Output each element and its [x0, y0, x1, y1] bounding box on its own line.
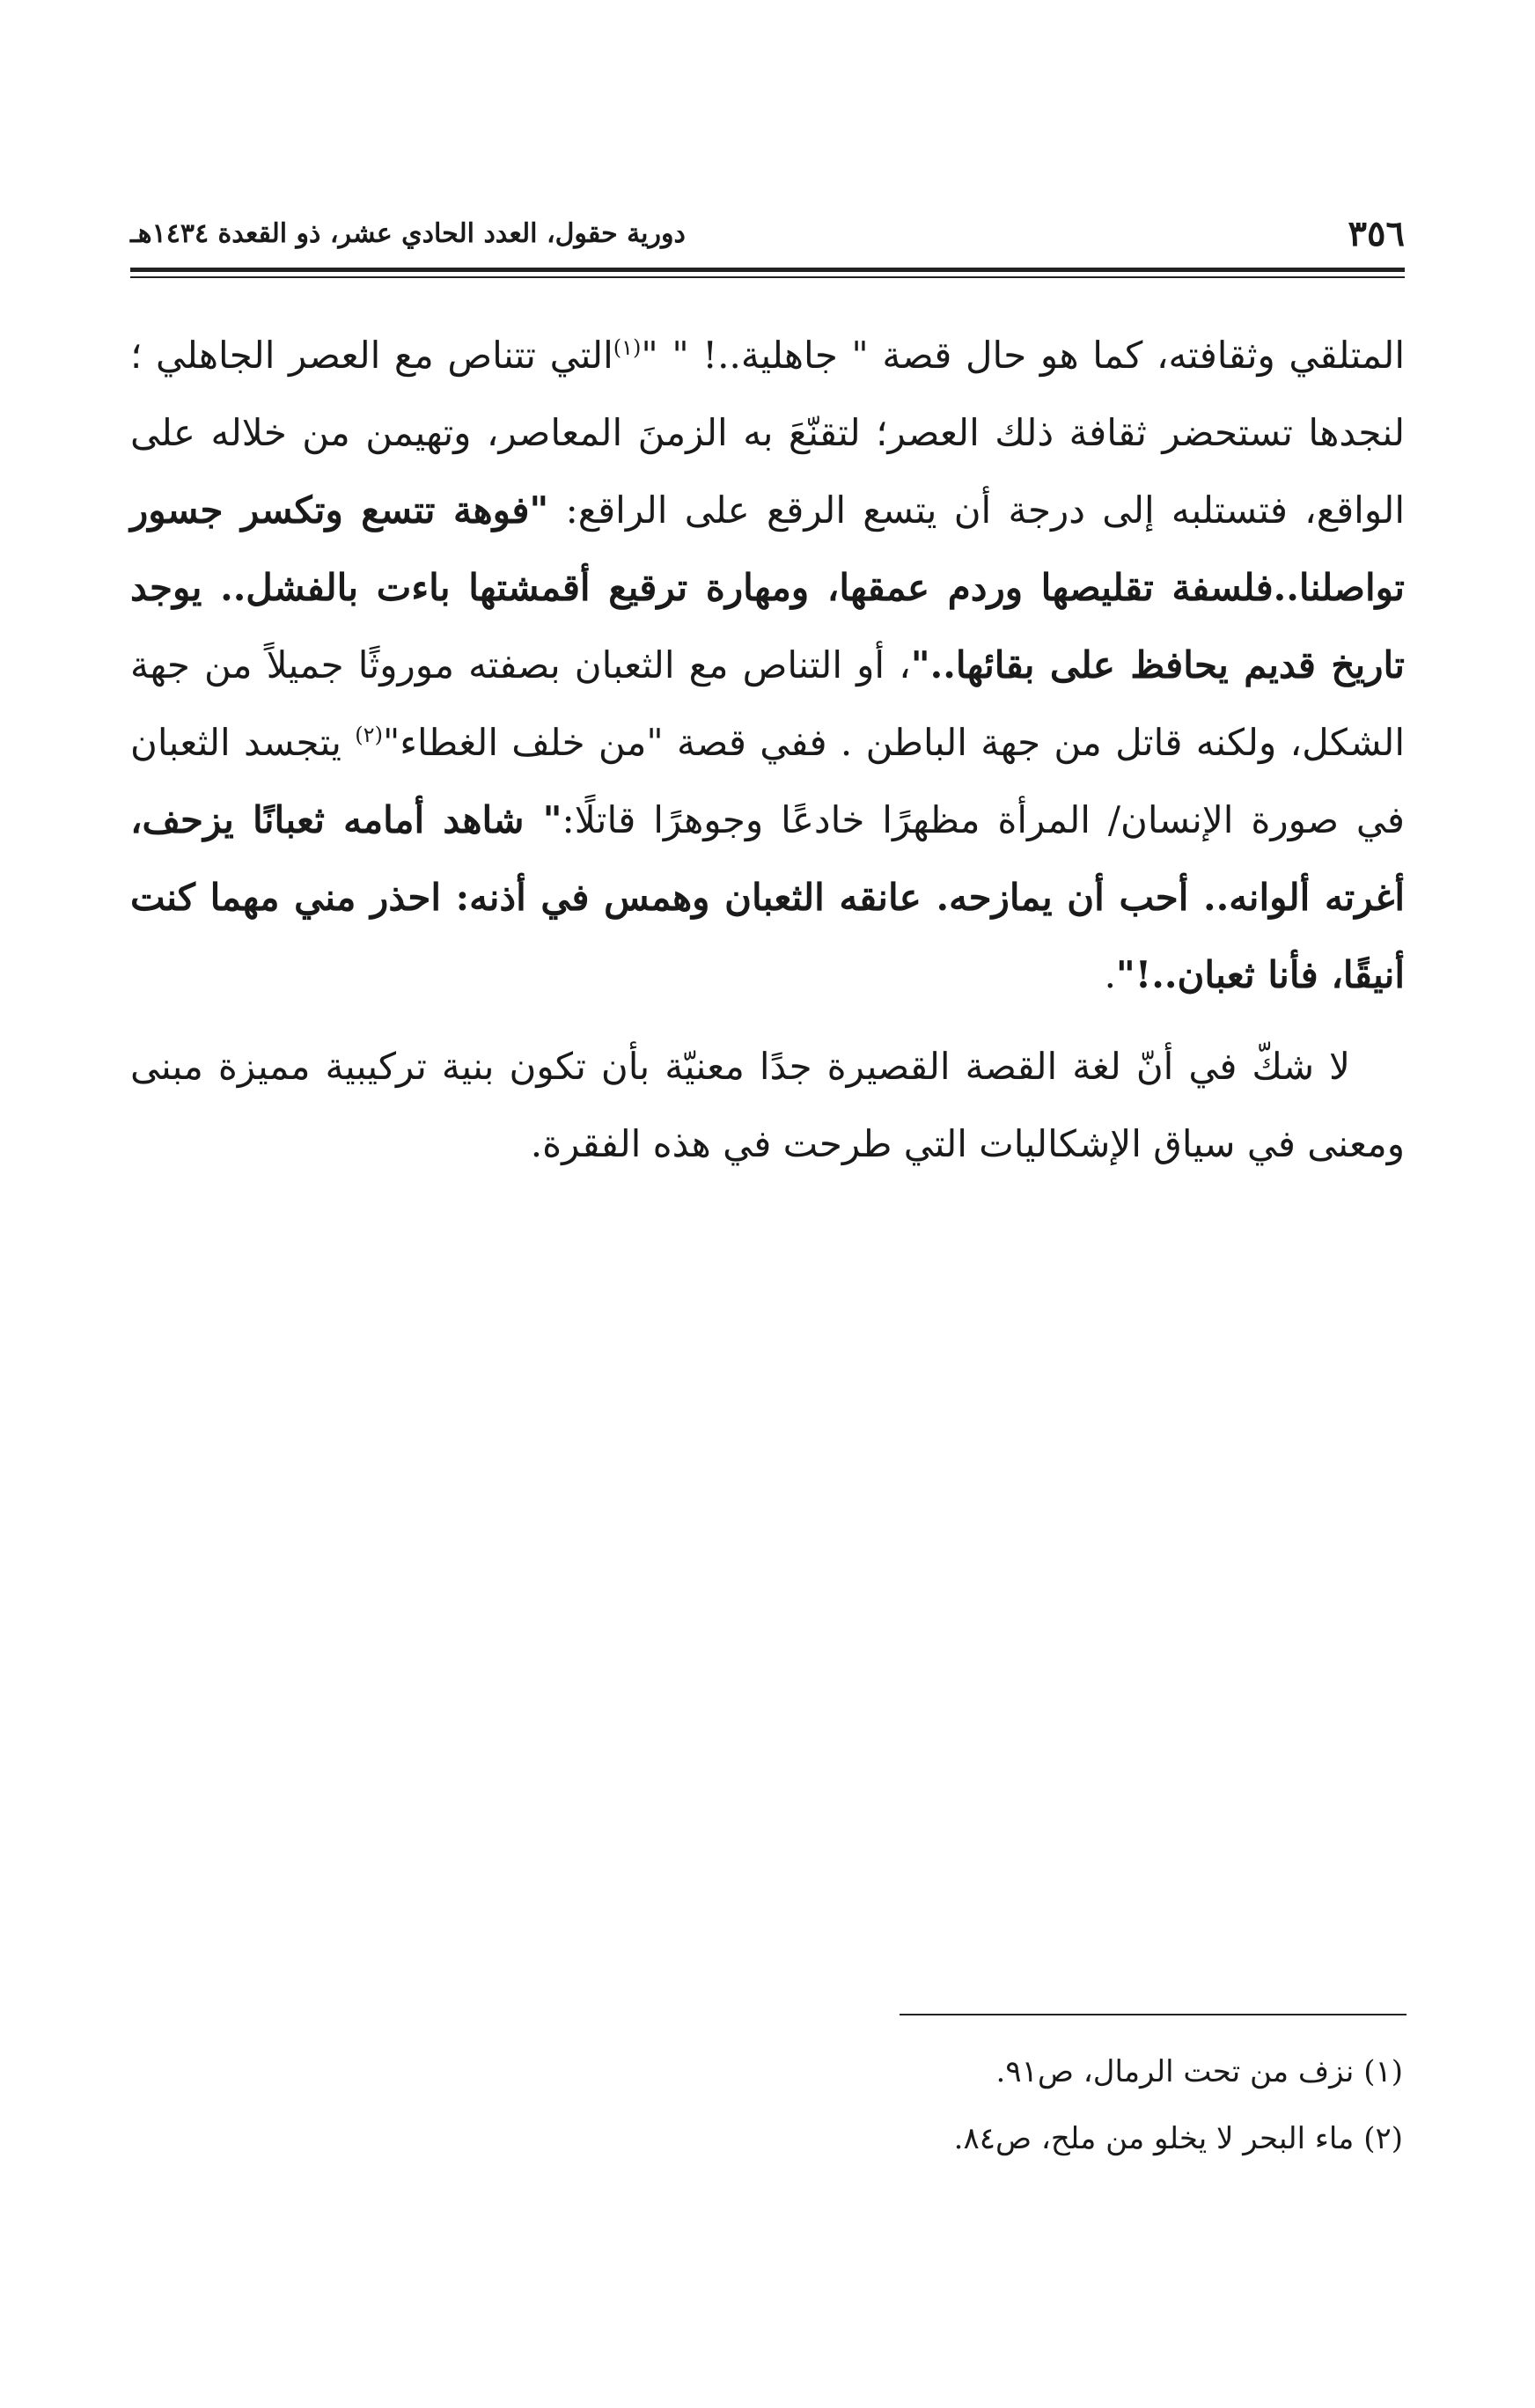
text-run: المتلقي وثقافته، كما هو حال قصة " جاهلية..! " "	[641, 334, 1406, 377]
header-rule-thick	[130, 268, 1405, 272]
paragraph-1	[130, 317, 1405, 1014]
text-run: يتجسد الثعبان في صورة الإنسان/ المرأة مظهرًا خادعًا وجوهرًا قاتلًا:	[130, 721, 1406, 841]
footnotes	[130, 2038, 1403, 2172]
text-run: .	[1104, 953, 1116, 996]
body-text	[130, 317, 1405, 1183]
quotation-bold: " شاهد أمامه ثعبانًا يزحف، أغرته ألوانه.. أحب أن يمازحه. عانقه الثعبان وهمس في أذنه: احذر مني مهما كنت أنيقًا، فأنا ثعبان..!"	[130, 798, 1405, 996]
text-run: التي تتناص مع العصر الجاهلي ؛ لنجدها تستحضر ثقافة ذلك العصر؛ لتقنّعَ به الزمنَ المعاصر، وتهيمن من خلاله على الواقع، فتستلبه إلى درجة أن يتسع الرقع على الراقع:	[130, 334, 1405, 532]
text-run: ، أو التناص مع الثعبان بصفته موروثًا جميلاً من جهة الشكل، ولكنه قاتل من جهة الباطن . ففي قصة "من خلف الغطاء"	[130, 643, 1406, 764]
footnote-ref-2: (٢)	[355, 723, 383, 747]
footnote-ref-1: (١)	[613, 335, 642, 360]
running-header	[130, 208, 1405, 261]
quotation-bold: "فوهة تتسع وتكسر جسور تواصلنا..فلسفة تقليصها وردم عمقها، ومهارة ترقيع أقمشتها باءت بالفشل.. يوجد تاريخ قديم يحافظ على بقائها.."	[130, 488, 1406, 686]
paragraph-2: لا شكّ في أنّ لغة القصة القصيرة جدًا معنيّة بأن تكون بنية تركيبية مميزة مبنى ومعنى في سياق الإشكاليات التي طرحت في هذه الفقرة.	[130, 1045, 1405, 1165]
footnote-2: (٢) ماء البحر لا يخلو من ملح، ص٨٤.	[953, 2121, 1403, 2156]
page-number: ٣٥٦	[1348, 213, 1405, 254]
journal-title: دورية حقول، العدد الحادي عشر، ذو القعدة ١٤٣٤هـ	[130, 218, 686, 249]
header-rule-thin	[130, 276, 1405, 278]
footnote-separator	[900, 2014, 1406, 2015]
footnote-1: (١) نزف من تحت الرمال، ص٩١.	[995, 2054, 1403, 2089]
